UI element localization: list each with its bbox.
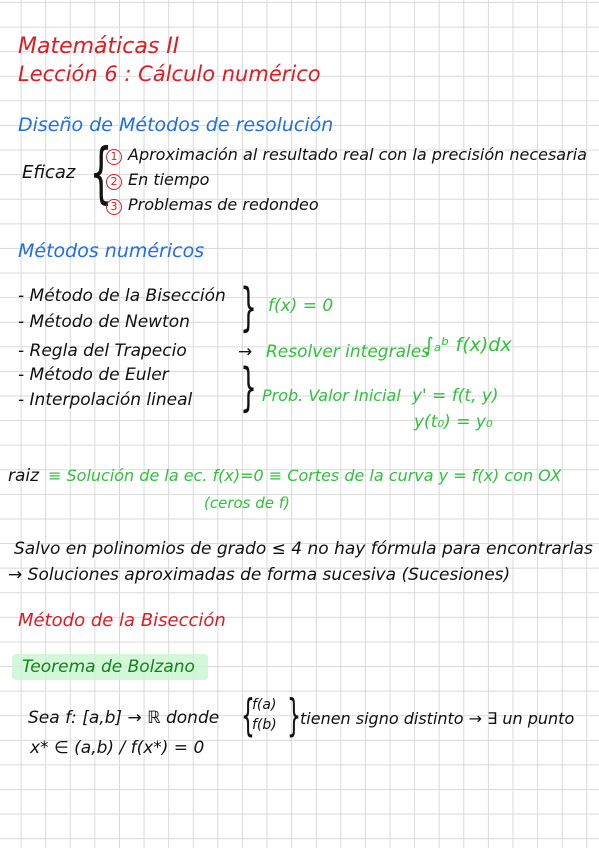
raiz-definition: ≡ Solución de la ec. f(x)=0 ≡ Cortes de la curva y = f(x) con OX: [48, 466, 562, 485]
bolzano-statement: Sea f: [a,b] → ℝ donde: [28, 708, 220, 728]
design-heading: Diseño de Métodos de resolución: [18, 114, 334, 136]
method-item-2: - Método de Newton: [18, 312, 190, 332]
brace-right-icon: }: [287, 690, 301, 741]
integral-expression: ∫ₐᵇ f(x)dx: [424, 334, 512, 356]
number-3-icon: 3: [106, 199, 122, 215]
design-item-1: 1 Aproximación al resultado real con la precisión necesaria: [106, 147, 587, 165]
subject-title: Matemáticas II: [18, 34, 180, 59]
biseccion-heading: Método de la Bisección: [18, 610, 226, 631]
pvi-equation-1: y' = f(t, y): [412, 386, 499, 406]
f-of-a: f(a): [252, 697, 277, 713]
f-of-b: f(b): [252, 717, 277, 733]
bolzano-point: x* ∈ (a,b) / f(x*) = 0: [30, 738, 205, 758]
design-item-2: 2 En tiempo: [106, 172, 209, 190]
integrals-text: Resolver integrales: [266, 342, 431, 362]
lesson-title: Lección 6 : Cálculo numérico: [18, 62, 321, 86]
signo-text: tienen signo distinto → ∃ un punto: [300, 709, 575, 728]
salvo-line-2: → Soluciones aproximadas de forma sucesiva (Sucesiones): [8, 565, 511, 585]
design-item-3: 3 Problemas de redondeo: [106, 197, 319, 215]
raiz-label: raiz: [8, 466, 40, 486]
pvi-text: Prob. Valor Inicial: [262, 386, 401, 405]
arrow-right-icon: →: [238, 342, 253, 362]
salvo-line-1: Salvo en polinomios de grado ≤ 4 no hay fórmula para encontrarlas: [14, 539, 593, 559]
method-item-1: - Método de la Bisección: [18, 286, 226, 306]
method-item-5: - Interpolación lineal: [18, 390, 193, 410]
brace-right-icon: }: [240, 358, 257, 418]
methods-heading: Métodos numéricos: [18, 240, 205, 262]
eficaz-label: Eficaz: [22, 162, 76, 183]
method-item-4: - Método de Euler: [18, 365, 169, 385]
theorem-title: Teorema de Bolzano: [22, 657, 195, 677]
brace-left-icon: {: [241, 690, 255, 741]
number-2-icon: 2: [106, 174, 122, 190]
method-item-3: - Regla del Trapecio: [18, 341, 187, 361]
brace-right-icon: }: [240, 278, 257, 338]
number-1-icon: 1: [106, 149, 122, 165]
raiz-ceros: (ceros de f): [204, 494, 290, 512]
root-equation: f(x) = 0: [268, 296, 334, 316]
brace-left-icon: {: [89, 134, 113, 211]
pvi-equation-2: y(t₀) = y₀: [414, 412, 493, 432]
